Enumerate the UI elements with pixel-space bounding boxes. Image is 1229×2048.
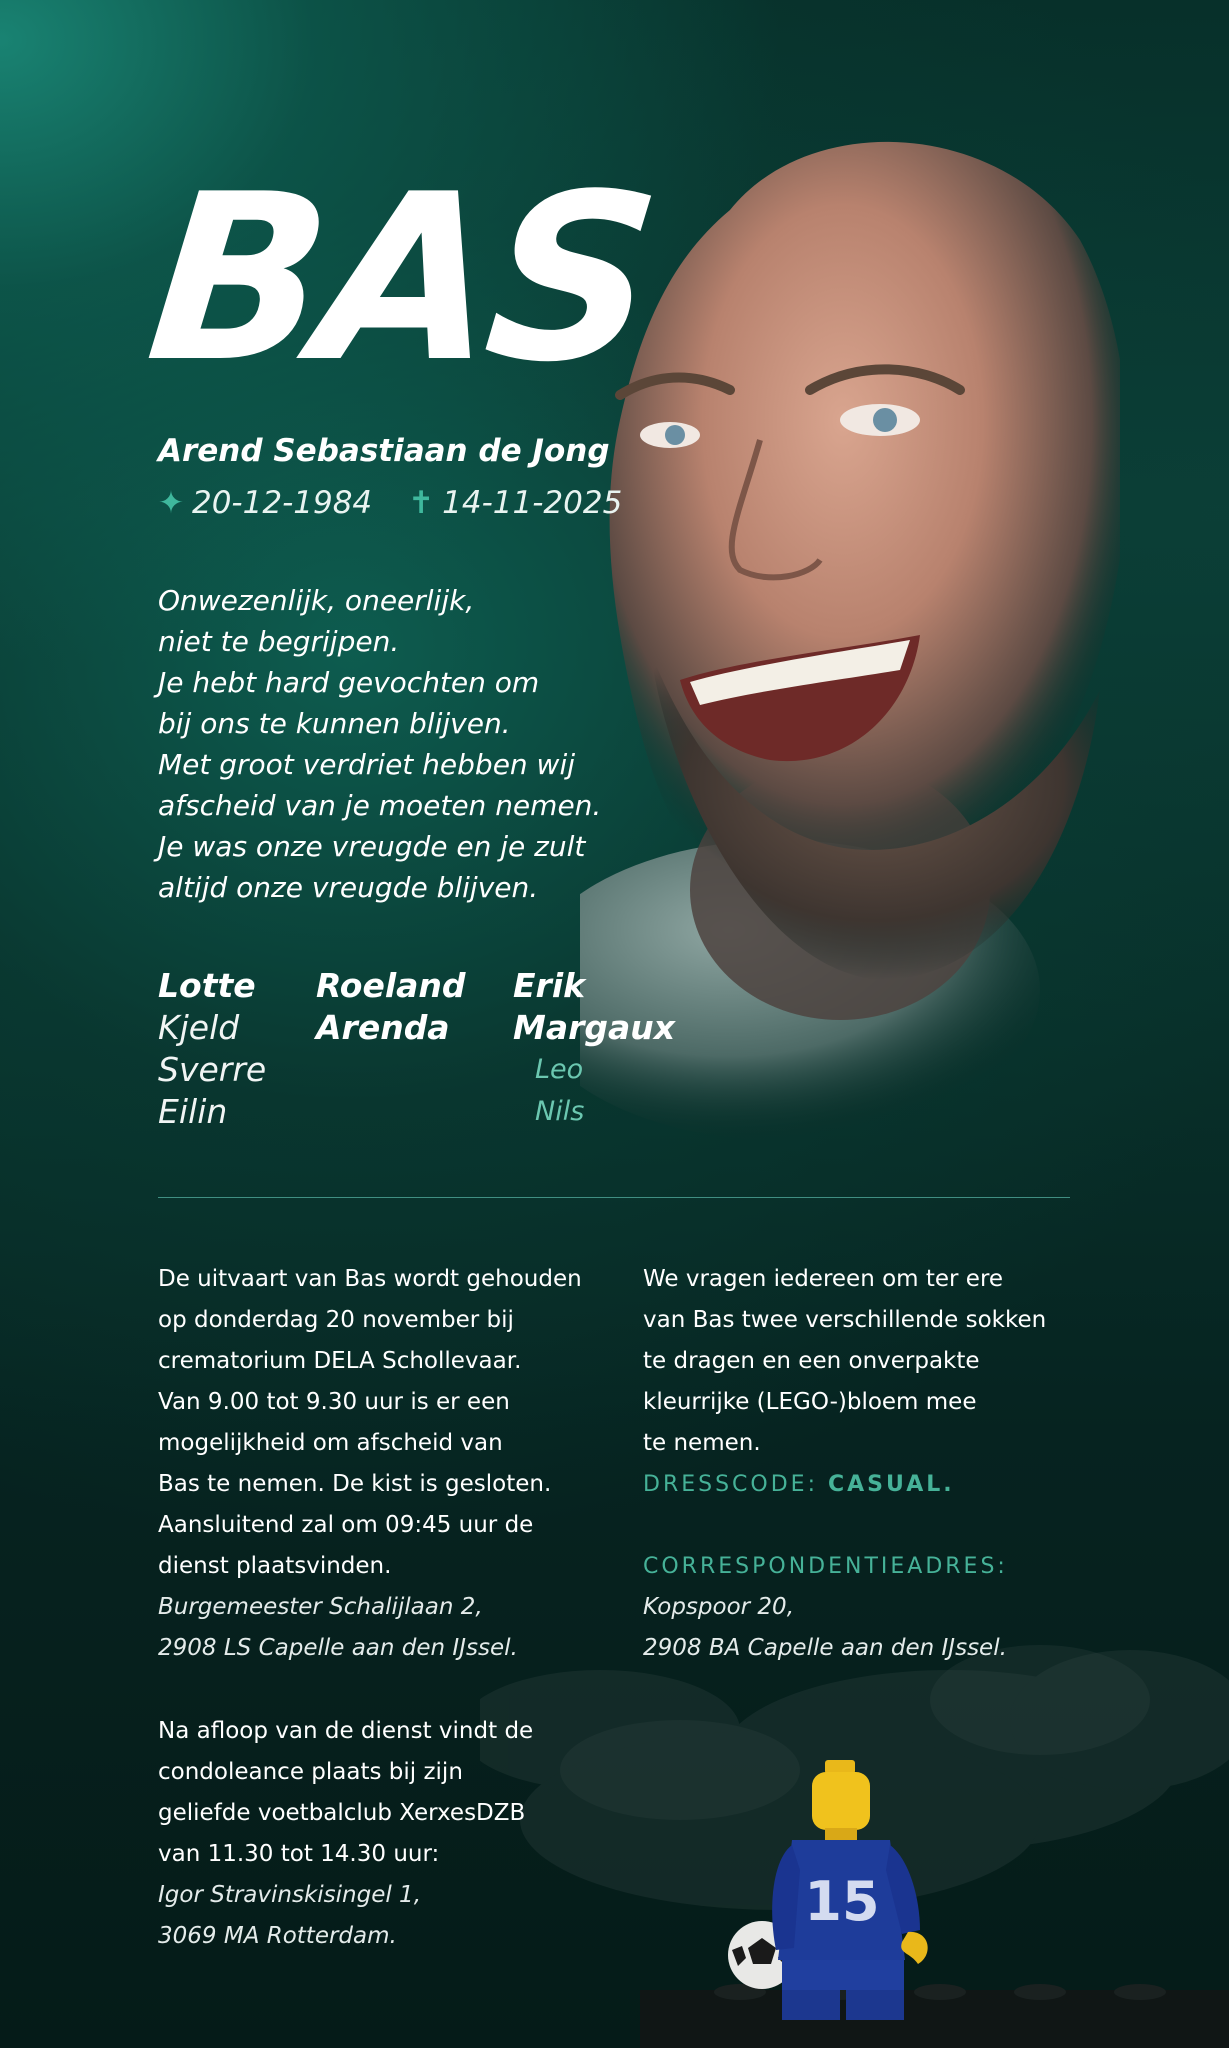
info-line: kleurrijke (LEGO-)bloem mee	[643, 1389, 977, 1415]
section-divider	[158, 1197, 1070, 1198]
family-member: Lotte	[158, 966, 256, 1005]
birth-date: 20-12-1984	[191, 484, 373, 521]
info-line: Na afloop van de dienst vindt de	[158, 1718, 534, 1744]
poem-line: Je hebt hard gevochten om	[158, 666, 540, 699]
info-line: op donderdag 20 november bij	[158, 1307, 514, 1333]
condolence-info	[158, 1711, 608, 1957]
info-line: crematorium DELA Schollevaar.	[158, 1348, 522, 1374]
correspondence-address: 2908 BA Capelle aan den IJssel.	[643, 1635, 1007, 1661]
poem-line: niet te begrijpen.	[158, 625, 400, 658]
info-line: te dragen en een onverpakte	[643, 1348, 980, 1374]
ceremony-address: 2908 LS Capelle aan den IJssel.	[158, 1635, 518, 1661]
poem-line: Je was onze vreugde en je zult	[158, 830, 586, 863]
dresscode-label: DRESSCODE:	[643, 1472, 818, 1497]
deceased-nickname: BAS	[138, 146, 662, 413]
info-line: Aansluitend zal om 09:45 uur de	[158, 1512, 534, 1538]
family-member: Sverre	[158, 1050, 267, 1089]
family-member: Arenda	[316, 1008, 450, 1047]
correspondence-address: Kopspoor 20,	[643, 1594, 795, 1620]
deceased-full-name: Arend Sebastiaan de Jong	[158, 433, 610, 469]
request-info	[643, 1259, 1083, 1669]
death-date: 14-11-2025	[442, 484, 623, 521]
family-column-2	[316, 965, 466, 1049]
info-line: mogelijkheid om afscheid van	[158, 1430, 503, 1456]
family-member: Margaux	[513, 1008, 676, 1047]
info-line: van Bas twee verschillende sokken	[643, 1307, 1047, 1333]
info-line: Van 9.00 tot 9.30 uur is er een	[158, 1389, 510, 1415]
info-line: Bas te nemen. De kist is gesloten.	[158, 1471, 552, 1497]
family-member: Erik	[513, 966, 586, 1005]
memorial-poem	[158, 580, 658, 908]
family-column-3	[513, 965, 675, 1133]
family-column-1	[158, 965, 266, 1133]
info-line: De uitvaart van Bas wordt gehouden	[158, 1266, 582, 1292]
info-line: geliefde voetbalclub XerxesDZB	[158, 1800, 526, 1826]
info-line: van 11.30 tot 14.30 uur:	[158, 1841, 440, 1867]
family-member: Roeland	[316, 966, 466, 1005]
cross-icon: ✝	[408, 484, 435, 521]
condolence-address: 3069 MA Rotterdam.	[158, 1923, 397, 1949]
lego-figure	[720, 1750, 970, 2048]
life-dates	[158, 483, 622, 521]
correspondence-label: CORRESPONDENTIEADRES:	[643, 1554, 1008, 1579]
dresscode-value: CASUAL.	[828, 1472, 955, 1497]
lego-shirt-number: 15	[804, 1870, 880, 1933]
family-child: Nils	[535, 1096, 585, 1127]
poem-line: afscheid van je moeten nemen.	[158, 789, 602, 822]
family-member: Kjeld	[158, 1008, 240, 1047]
ceremony-address: Burgemeester Schalijlaan 2,	[158, 1594, 483, 1620]
poem-line: bij ons te kunnen blijven.	[158, 707, 511, 740]
family-child: Leo	[535, 1054, 584, 1085]
info-line: dienst plaatsvinden.	[158, 1553, 392, 1579]
birth-star-icon: ✦	[158, 484, 184, 521]
ceremony-info	[158, 1259, 608, 1669]
family-member: Eilin	[158, 1092, 228, 1131]
poem-line: altijd onze vreugde blijven.	[158, 871, 539, 904]
dresscode	[643, 1464, 1083, 1505]
info-line: We vragen iedereen om ter ere	[643, 1266, 1004, 1292]
condolence-address: Igor Stravinskisingel 1,	[158, 1882, 422, 1908]
info-line: condoleance plaats bij zijn	[158, 1759, 463, 1785]
poem-line: Met groot verdriet hebben wij	[158, 748, 576, 781]
info-line: te nemen.	[643, 1430, 761, 1456]
poem-line: Onwezenlijk, oneerlijk,	[158, 584, 475, 617]
